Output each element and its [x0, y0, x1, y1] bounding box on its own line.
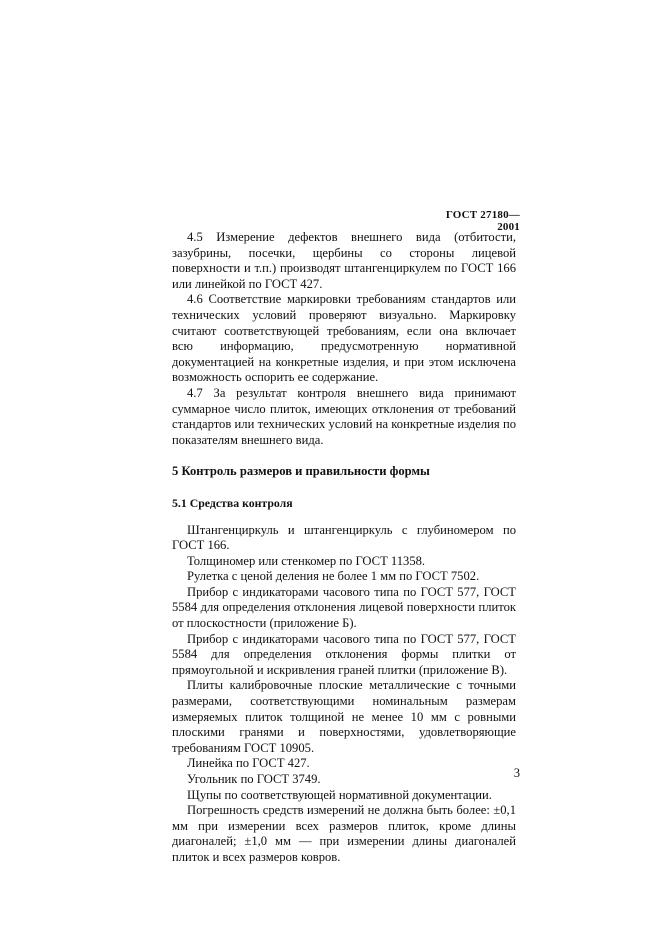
- section-5-1-heading: 5.1 Средства контроля: [172, 495, 293, 510]
- paragraph-4-7: 4.7 За результат контроля внешнего вида принимают суммарное число плиток, имеющих отклонения от требований стандартов или технических условий на конкретные изделия по показателям внешнего вида.: [172, 385, 516, 447]
- tool-paragraph: Прибор с индикаторами часового типа по ГОСТ 577, ГОСТ 5584 для определения отклонения лицевой поверхности плиток от плоскостности (приложение Б).: [172, 584, 516, 631]
- page-number: 3: [513, 766, 520, 780]
- tool-paragraph: Погрешность средств измерений не должна быть более: ±0,1 мм при измерении всех размеров плиток, кроме длины диагоналей; ±1,0 мм — при измерении длины диагоналей плиток и всех размеров ковров.: [172, 803, 516, 864]
- section-5-heading: 5 Контроль размеров и правильности формы: [172, 464, 430, 479]
- document-code-header: ГОСТ 27180—2001: [445, 209, 520, 233]
- tool-paragraph: Угольник по ГОСТ 3749.: [187, 772, 321, 786]
- page-content: [172, 230, 516, 866]
- tool-paragraph: Щупы по соответствующей нормативной документации.: [187, 787, 492, 802]
- tool-paragraph: Прибор с индикаторами часового типа по ГОСТ 577, ГОСТ 5584 для определения отклонения формы плитки от прямоугольной и искривления граней плитки (приложение В).: [172, 631, 516, 677]
- paragraph-4-5: 4.5 Измерение дефектов внешнего вида (отбитости, зазубрины, посечки, щербины со стороны лицевой поверхности и т.п.) производят штангенциркулем по ГОСТ 166 или линейкой по ГОСТ 427.: [172, 230, 516, 291]
- tool-paragraph: Штангенциркуль и штангенциркуль с глубиномером по ГОСТ 166.: [172, 522, 516, 553]
- tool-paragraph: Толщиномер или стенкомер по ГОСТ 11358.: [187, 553, 426, 568]
- tool-paragraph: Линейка по ГОСТ 427.: [187, 756, 310, 771]
- tool-paragraph: Рулетка с ценой деления не более 1 мм по ГОСТ 7502.: [187, 569, 480, 584]
- paragraph-4-6: 4.6 Соответствие маркировки требованиям стандартов или технических условий проверяют визуально. Маркировку считают соответствующей требованиям, если она включает всю информацию, предусмотренную нормативной документацией на конкретные изделия, и при этом исключена возможность оспорить ее содержание.: [172, 292, 516, 385]
- tool-paragraph: Плиты калибровочные плоские металлические с точными размерами, соответствующими номинальным размерам измеряемых плиток толщиной не менее 10 мм с ровными плоскими гранями и поверхностями, удовлетворяющие требованиям ГОСТ 10905.: [172, 678, 516, 755]
